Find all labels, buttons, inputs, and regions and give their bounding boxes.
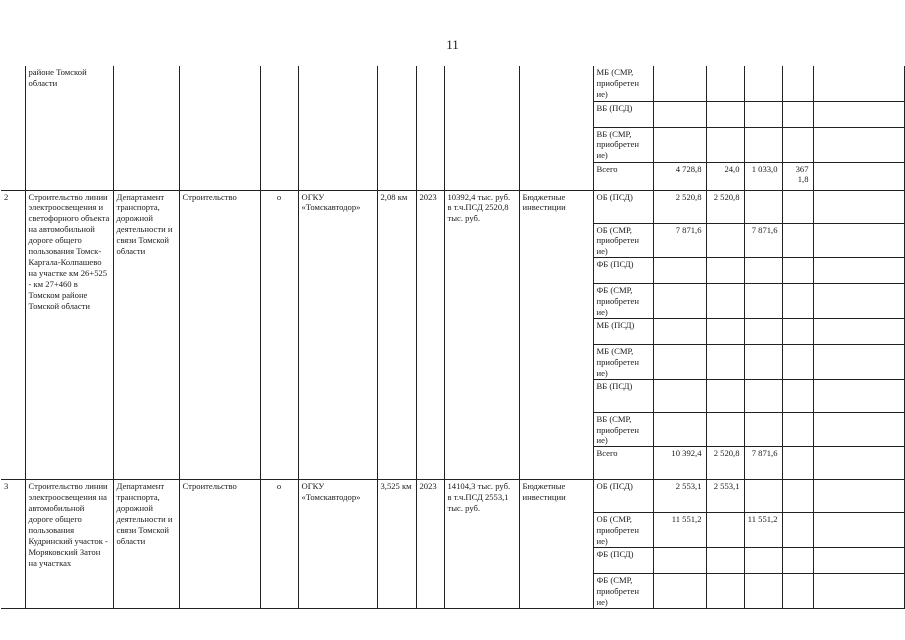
amount-2023-cell: 2 520,8	[706, 447, 744, 480]
funding-source-cell: ФБ (ПСД)	[593, 258, 653, 284]
funding-source-cell: ФБ (СМР, приобретен ие)	[593, 284, 653, 319]
object-kind-cell	[260, 66, 298, 190]
total-amount-cell	[653, 258, 706, 284]
funding-source-cell: ФБ (СМР, приобретен ие)	[593, 574, 653, 609]
amount-2025-cell	[782, 574, 813, 609]
funding-source-cell: ОБ (СМР, приобретен ие)	[593, 513, 653, 548]
amount-2025-cell	[782, 379, 813, 412]
operator-cell: ОГКУ «Томскавтодор»	[298, 190, 377, 480]
funding-source-cell: ВБ (ПСД)	[593, 101, 653, 127]
funding-source-cell: ОБ (ПСД)	[593, 480, 653, 513]
funding-source-cell: МБ (ПСД)	[593, 318, 653, 344]
amount-2023-cell	[706, 548, 744, 574]
operator-cell	[298, 66, 377, 190]
extra-col-1-cell	[813, 66, 904, 101]
extra-col-1-cell	[813, 344, 904, 379]
amount-2023-cell	[706, 412, 744, 447]
object-name-cell: районе Томской области	[25, 66, 113, 190]
total-amount-cell	[653, 101, 706, 127]
customer-cell: Департамент транспорта, дорожной деятельности и связи Томской области	[113, 480, 179, 609]
amount-2023-cell: 24,0	[706, 162, 744, 190]
table-row	[1, 190, 904, 223]
total-amount-cell: 10 392,4	[653, 447, 706, 480]
extra-col-1-cell	[813, 190, 904, 223]
amount-2023-cell	[706, 513, 744, 548]
length-cell: 3,525 км	[377, 480, 416, 609]
operator-cell: ОГКУ «Томскавтодор»	[298, 480, 377, 609]
total-amount-cell: 2 553,1	[653, 480, 706, 513]
table-row	[1, 480, 904, 513]
funding-source-cell: ОБ (ПСД)	[593, 190, 653, 223]
extra-col-1-cell	[813, 447, 904, 480]
extra-col-1-cell	[813, 548, 904, 574]
extra-col-1-cell	[813, 513, 904, 548]
amount-2025-cell	[782, 344, 813, 379]
estimated-cost-cell: 14104,3 тыс. руб. в т.ч.ПСД 2553,1 тыс. руб.	[444, 480, 519, 609]
amount-2025-cell	[782, 258, 813, 284]
funding-source-cell: МБ (СМР, приобретен ие)	[593, 344, 653, 379]
funding-source-cell: ОБ (СМР, приобретен ие)	[593, 223, 653, 258]
page-number: 11	[446, 37, 459, 52]
amount-2025-cell	[782, 66, 813, 101]
funding-source-cell: ВБ (ПСД)	[593, 379, 653, 412]
amount-2023-cell	[706, 66, 744, 101]
row-number-cell: 2	[1, 190, 25, 480]
amount-2023-cell	[706, 574, 744, 609]
extra-col-1-cell	[813, 379, 904, 412]
extra-col-1-cell	[813, 318, 904, 344]
amount-2025-cell	[782, 101, 813, 127]
table-row	[1, 66, 904, 101]
extra-col-1-cell	[813, 412, 904, 447]
amount-2024-cell	[744, 574, 782, 609]
amount-2023-cell	[706, 223, 744, 258]
financing-type-cell: Бюджетные инвестиции	[519, 480, 593, 609]
length-cell	[377, 66, 416, 190]
total-amount-cell: 11 551,2	[653, 513, 706, 548]
amount-2024-cell	[744, 101, 782, 127]
amount-2024-cell: 7 871,6	[744, 447, 782, 480]
amount-2024-cell	[744, 258, 782, 284]
funding-source-cell: ВБ (СМР, приобретен ие)	[593, 127, 653, 162]
amount-2024-cell	[744, 379, 782, 412]
amount-2023-cell	[706, 101, 744, 127]
total-amount-cell: 7 871,6	[653, 223, 706, 258]
investment-table	[1, 66, 905, 609]
funding-source-cell: Всего	[593, 162, 653, 190]
amount-2024-cell: 7 871,6	[744, 223, 782, 258]
amount-2023-cell	[706, 127, 744, 162]
amount-2025-cell	[782, 480, 813, 513]
customer-cell: Департамент транспорта, дорожной деятельности и связи Томской области	[113, 190, 179, 480]
object-kind-cell: о	[260, 480, 298, 609]
amount-2025-cell	[782, 284, 813, 319]
amount-2024-cell: 11 551,2	[744, 513, 782, 548]
amount-2023-cell	[706, 318, 744, 344]
row-number-cell	[1, 66, 25, 190]
year-cell: 2023	[416, 480, 444, 609]
financing-type-cell: Бюджетные инвестиции	[519, 190, 593, 480]
estimated-cost-cell: 10392,4 тыс. руб. в т.ч.ПСД 2520,8 тыс. руб.	[444, 190, 519, 480]
extra-col-1-cell	[813, 258, 904, 284]
total-amount-cell	[653, 412, 706, 447]
amount-2025-cell: 367 1,8	[782, 162, 813, 190]
amount-2025-cell	[782, 223, 813, 258]
object-name-cell: Строительство линии электроосвещения и светофорного объекта на автомобильной дороге общего пользования Томск-Каргала-Колпашево на участке км 26+525 - км 27+460 в Томском районе Томской области	[25, 190, 113, 480]
amount-2025-cell	[782, 447, 813, 480]
total-amount-cell	[653, 318, 706, 344]
total-amount-cell	[653, 127, 706, 162]
row-number-cell: 3	[1, 480, 25, 609]
amount-2024-cell	[744, 344, 782, 379]
work-type-cell	[179, 66, 260, 190]
amount-2023-cell: 2 553,1	[706, 480, 744, 513]
extra-col-1-cell	[813, 480, 904, 513]
amount-2024-cell	[744, 318, 782, 344]
extra-col-1-cell	[813, 127, 904, 162]
amount-2024-cell	[744, 412, 782, 447]
funding-source-cell: МБ (СМР, приобретен ие)	[593, 66, 653, 101]
extra-col-1-cell	[813, 574, 904, 609]
estimated-cost-cell	[444, 66, 519, 190]
financing-type-cell	[519, 66, 593, 190]
customer-cell	[113, 66, 179, 190]
amount-2025-cell	[782, 190, 813, 223]
amount-2024-cell	[744, 480, 782, 513]
year-cell: 2023	[416, 190, 444, 480]
amount-2024-cell	[744, 548, 782, 574]
amount-2025-cell	[782, 412, 813, 447]
total-amount-cell: 4 728,8	[653, 162, 706, 190]
amount-2023-cell	[706, 284, 744, 319]
amount-2023-cell	[706, 258, 744, 284]
length-cell: 2,08 км	[377, 190, 416, 480]
amount-2024-cell	[744, 190, 782, 223]
amount-2025-cell	[782, 548, 813, 574]
funding-source-cell: Всего	[593, 447, 653, 480]
total-amount-cell	[653, 344, 706, 379]
total-amount-cell	[653, 66, 706, 101]
amount-2024-cell: 1 033,0	[744, 162, 782, 190]
total-amount-cell	[653, 548, 706, 574]
work-type-cell: Строительство	[179, 480, 260, 609]
extra-col-1-cell	[813, 284, 904, 319]
extra-col-1-cell	[813, 162, 904, 190]
total-amount-cell	[653, 574, 706, 609]
funding-source-cell: ВБ (СМР, приобретен ие)	[593, 412, 653, 447]
amount-2023-cell: 2 520,8	[706, 190, 744, 223]
year-cell	[416, 66, 444, 190]
amount-2024-cell	[744, 66, 782, 101]
total-amount-cell	[653, 379, 706, 412]
amount-2024-cell	[744, 127, 782, 162]
amount-2023-cell	[706, 344, 744, 379]
amount-2023-cell	[706, 379, 744, 412]
object-kind-cell: о	[260, 190, 298, 480]
total-amount-cell	[653, 284, 706, 319]
amount-2025-cell	[782, 318, 813, 344]
extra-col-1-cell	[813, 101, 904, 127]
work-type-cell: Строительство	[179, 190, 260, 480]
funding-source-cell: ФБ (ПСД)	[593, 548, 653, 574]
extra-col-1-cell	[813, 223, 904, 258]
amount-2024-cell	[744, 284, 782, 319]
amount-2025-cell	[782, 513, 813, 548]
object-name-cell: Строительство линии электроосвещения на автомобильной дороге общего пользования Кудринский участок - Моряковский Затон на участках	[25, 480, 113, 609]
total-amount-cell: 2 520,8	[653, 190, 706, 223]
amount-2025-cell	[782, 127, 813, 162]
